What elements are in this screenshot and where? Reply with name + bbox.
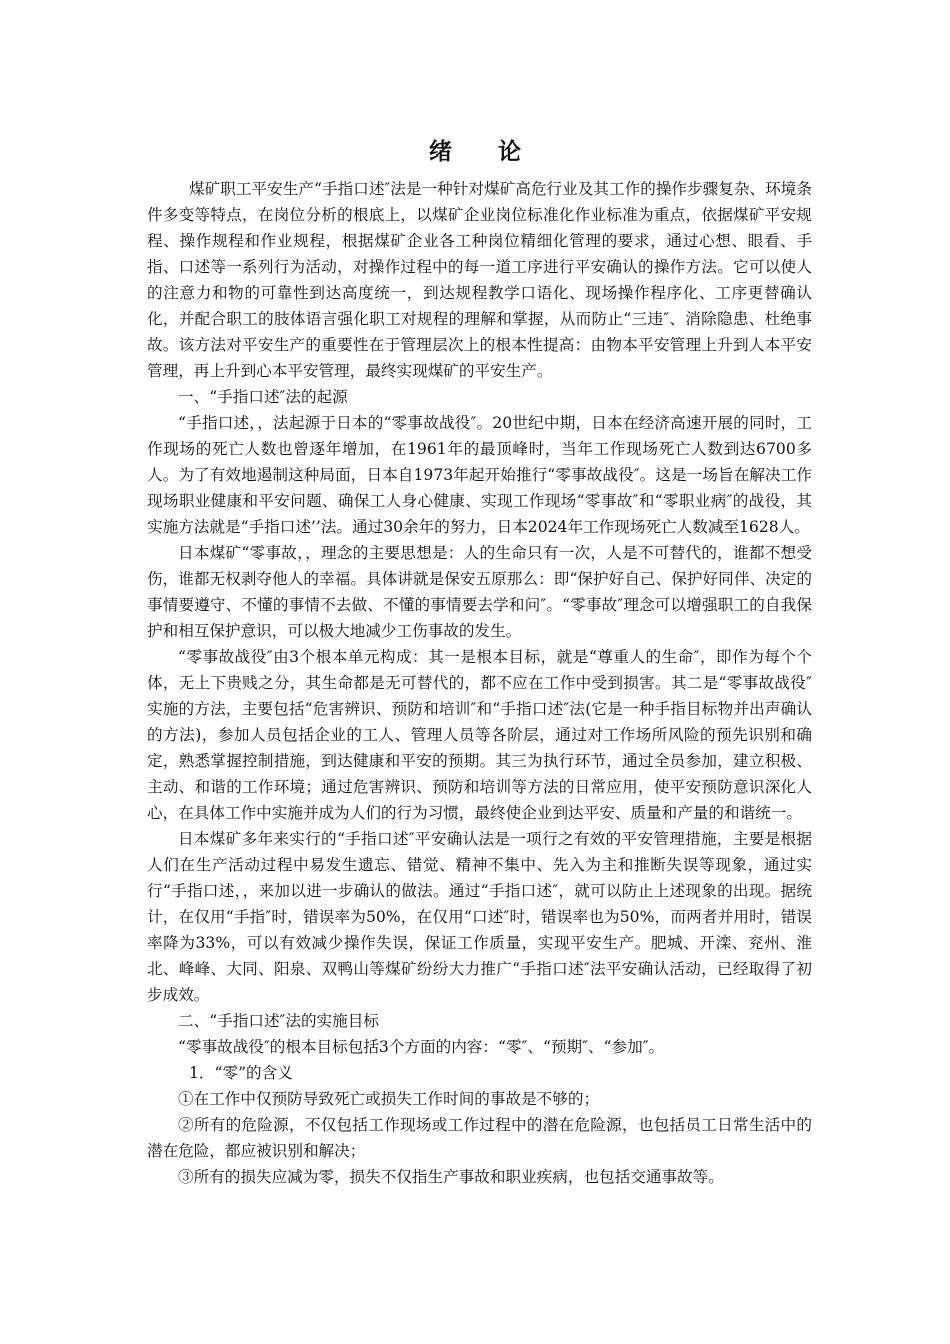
section-heading-origin: 一、“手指口述″法的起源 [178,388,348,406]
paragraph-zero-accident-concept: 日本煤矿“零事故，，理念的主要思想是：人的生命只有一次，人是不可替代的，谁都不想受伤，谁都无权剥夺他人的幸福。具体讲就是保安五原那么：即“保护好自己、保护好同伴、决定的事情要遵守、不懂的事情不去做、不懂的事情要去学和问″。“零事故″理念可以增强职工的自我保护和相互保护意识，可以极大地减少工伤事故的发生。 [147,544,812,640]
paragraph-campaign-units: “零事故战役″由3个根本单元构成：其一是根本目标，就是“尊重人的生命″，即作为每个个体，无上下贵贱之分，其生命都是无可替代的，都不应在工作中受到损害。其二是“零事故战役″实施的方法，主要包括“危害辨识、预防和培训″和“手指口述″法(它是一种手指目标物并出声确认的方法)，参加人员包括企业的工人、管理人员等各阶层，通过对工作场所风险的预先识别和确定，熟悉掌握控制措施，到达健康和平安的预期。其三为执行环节，通过全员参加，建立积极、主动、和谐的工作环境；通过危害辨识、预防和培训等方法的日常应用，使平安预防意识深化人心，在具体工作中实施并成为人们的行为习惯，最终使企业到达平安、质量和产量的和谐统一。 [147,648,812,822]
paragraph-intro: 煤矿职工平安生产“手指口述″法是一种针对煤矿高危行业及其工作的操作步骤复杂、环境条件多变等特点，在岗位分析的根底上，以煤矿企业岗位标准化作业标准为重点，依据煤矿平安规程、操作规程和作业规程，根据煤矿企业各工种岗位精细化管理的要求，通过心想、眼看、手指、口述等一系列行为活动，对操作过程中的每一道工序进行平安确认的操作方法。它可以使人的注意力和物的可靠性到达高度统一，到达规程教学口语化、现场操作程序化、工序更替确认化，并配合职工的肢体语言强化职工对规程的理解和掌握，从而防止“三违″、消除隐患、杜绝事故。该方法对平安生产的重要性在于管理层次上的根本性提高：由物本平安管理上升到人本平安管理，再上升到心本平安管理，最终实现煤矿的平安生产。 [147,180,812,380]
list-item: ③所有的损失应减为零，损失不仅指生产事故和职业疾病，也包括交通事故等。 [178,1168,724,1186]
page-title: 绪论 [429,139,567,165]
list-item: ②所有的危险源，不仅包括工作现场或工作过程中的潜在危险源，也包括员工日常生活中的潜在危险，都应被识别和解决； [147,1116,812,1160]
list-item: ①在工作中仅预防导致死亡或损失工作时间的事故是不够的； [178,1090,600,1108]
document-body [147,176,812,1190]
paragraph-safety-confirmation: 日本煤矿多年来实行的“手指口述″平安确认法是一项行之有效的平安管理措施，主要是根据人们在生产活动过程中易发生遗忘、错觉、精神不集中、先入为主和推断失误等现象，通过实行“手指口述，，来加以进一步确认的做法。通过“手指口述″，就可以防止上述现象的出现。据统计，在仅用“手指″时，错误率为50%，在仅用“口述″时，错误率也为50%，而两者并用时，错误率降为33%，可以有效减少操作失误，保证工作质量，实现平安生产。肥城、开滦、兖州、淮北、峰峰、大同、阳泉、双鸭山等煤矿纷纷大力推广“手指口述″法平安确认活动，已经取得了初步成效。 [147,830,812,1004]
paragraph-origin: “手指口述，，法起源于日本的“零事故战役″。20世纪中期，日本在经济高速开展的同时，工作现场的死亡人数也曾逐年增加，在1961年的最顶峰时，当年工作现场死亡人数到达6700多人。为了有效地遏制这种局面，日本自1973年起开始推行“零事故战役″。这是一场旨在解决工作现场职业健康和平安问题、确保工人身心健康、实现工作现场“零事故″和“零职业病″的战役，其实施方法就是“手指口述’’法。通过30余年的努力，日本2024年工作现场死亡人数减至1628人。 [147,414,812,536]
section-heading-goals: 二、“手指口述″法的实施目标 [178,1012,379,1030]
subheading-zero-meaning: 1．“零”的含义 [189,1064,293,1082]
paragraph-goals-summary: “零事故战役″的根本目标包括3个方面的内容：“零″、“预期″、“参加″。 [178,1038,665,1056]
